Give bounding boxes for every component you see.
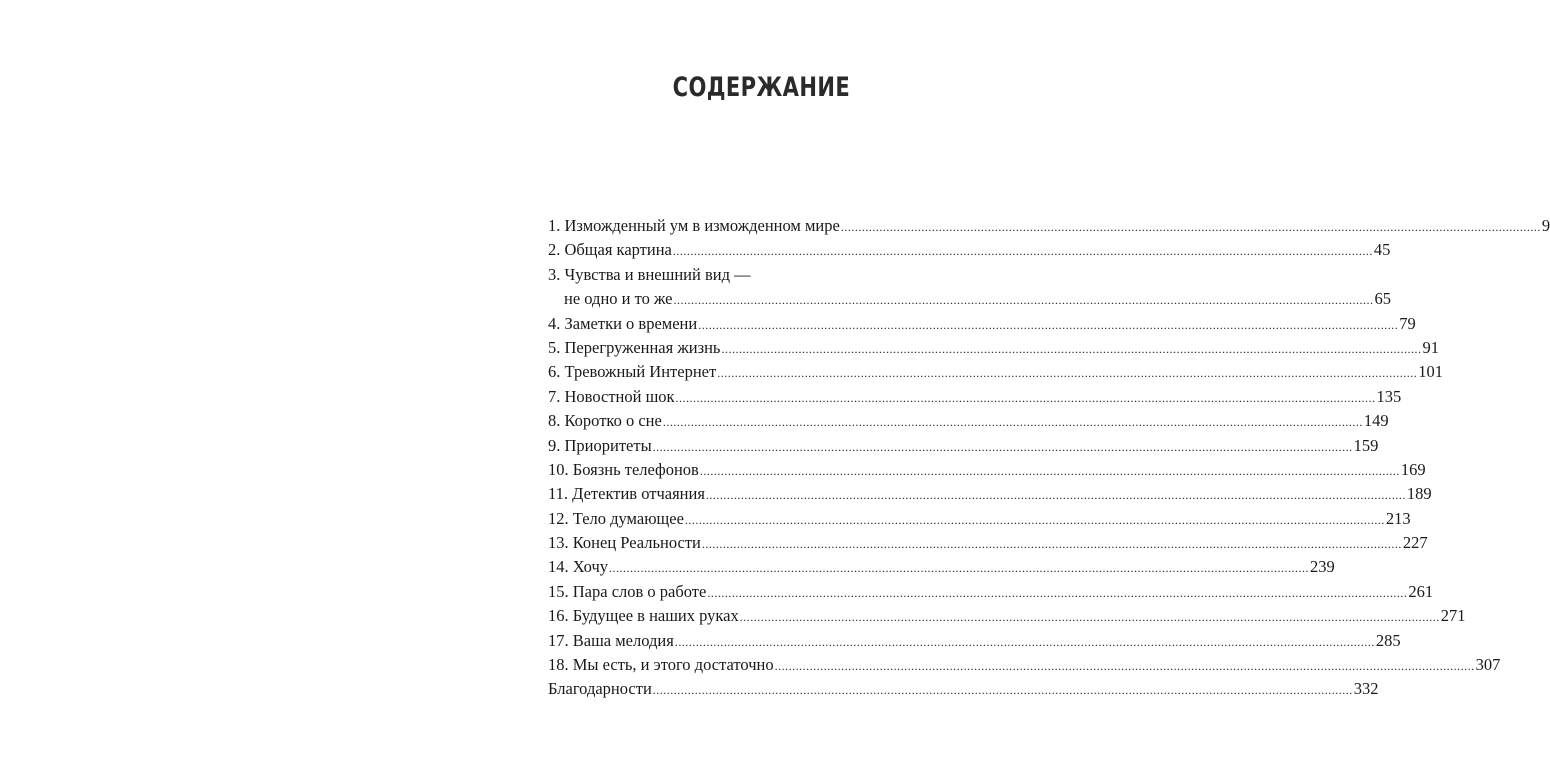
toc-leader: ........................................................................................................................................................................................................ (721, 341, 1422, 356)
toc-entry-page: 169 (1400, 459, 1426, 479)
toc-leader: ........................................................................................................................................................................................................ (673, 293, 1374, 308)
toc-entry (548, 263, 900, 287)
toc-entry-page: 65 (1374, 289, 1391, 309)
right-page (485, 0, 1550, 776)
toc-entry (548, 555, 1335, 579)
toc-entry-label: 13. Конец Реальности (548, 533, 701, 553)
toc-entry-label: 5. Перегруженная жизнь (548, 337, 721, 357)
toc-leader: ........................................................................................................................................................................................................ (840, 220, 1541, 234)
toc-entry-page: 91 (1422, 337, 1439, 357)
toc-leader: ........................................................................................................................................................................................................ (774, 659, 1475, 674)
toc-entry-label: не одно и то же (564, 289, 673, 309)
toc-entry-label: 6. Тревожный Интернет (548, 362, 717, 382)
toc-leader: ........................................................................................................................................................................................................ (717, 366, 1418, 381)
toc-entry-page: 79 (1399, 313, 1416, 333)
toc-entry-label: 1. Изможденный ум в изможденном мире (548, 216, 840, 235)
toc-entry-label: 7. Новостной шок (548, 386, 675, 406)
toc-entry-label: 3. Чувства и внешний вид — (548, 264, 751, 284)
toc-entry-page: 159 (1353, 435, 1379, 455)
toc-entry (548, 238, 1391, 262)
toc-entry-label: 15. Пара слов о работе (548, 581, 707, 601)
toc-leader: ........................................................................................................................................................................................................ (609, 561, 1309, 576)
toc-entry (548, 531, 1428, 555)
toc-leader: ........................................................................................................................................................................................................ (672, 244, 1373, 259)
toc-entry (548, 360, 1443, 384)
toc-leader: ........................................................................................................................................................................................................ (652, 683, 1353, 698)
toc-leader: ........................................................................................................................................................................................................ (705, 488, 1406, 503)
toc-entry-page: 45 (1373, 240, 1391, 260)
toc-entry-page: 285 (1375, 630, 1401, 650)
toc-entry-page: 227 (1402, 533, 1428, 553)
toc-entry-continuation (548, 287, 1391, 311)
toc-entry (548, 458, 1426, 482)
toc-list (548, 214, 1550, 702)
toc-entry-label: 12. Тело думающее (548, 508, 684, 528)
toc-entry (548, 653, 1501, 677)
toc-entry (548, 677, 1379, 701)
toc-entry-label: 11. Детектив отчаяния (548, 484, 705, 504)
toc-leader: ........................................................................................................................................................................................................ (652, 439, 1353, 454)
left-page-blank (0, 0, 485, 776)
toc-leader: ........................................................................................................................................................................................................ (684, 512, 1385, 527)
toc-entry-label: Благодарности (548, 679, 652, 699)
toc-entry (548, 336, 1439, 360)
page-title: СОДЕРЖАНИЕ (672, 72, 851, 103)
toc-leader: ........................................................................................................................................................................................................ (698, 317, 1399, 332)
toc-entry-label: 10. Боязнь телефонов (548, 459, 699, 479)
toc-entry-page: 307 (1475, 655, 1501, 675)
toc-entry-label: 4. Заметки о времени (548, 313, 698, 333)
toc-entry-label: 9. Приоритеты (548, 435, 652, 455)
toc-entry (548, 507, 1411, 531)
toc-leader: ........................................................................................................................................................................................................ (699, 463, 1400, 478)
toc-leader: ........................................................................................................................................................................................................ (674, 634, 1375, 649)
toc-leader: ........................................................................................................................................................................................................ (707, 585, 1408, 600)
toc-entry (548, 482, 1432, 506)
toc-entry-label: 16. Будущее в наших руках (548, 606, 739, 626)
toc-entry (548, 604, 1466, 628)
toc-entry-label: 14. Хочу (548, 557, 608, 577)
toc-entry-page: 261 (1408, 581, 1434, 601)
toc-entry-label: 2. Общая картина (548, 240, 672, 260)
toc-entry-page: 239 (1310, 557, 1335, 577)
toc-entry-page: 135 (1376, 386, 1402, 406)
toc-entry (548, 629, 1401, 653)
toc-leader: ........................................................................................................................................................................................................ (701, 537, 1402, 552)
toc-entry (548, 434, 1379, 458)
toc-leader: ........................................................................................................................................................................................................ (675, 390, 1376, 405)
toc-entry-page: 332 (1353, 679, 1379, 699)
toc-leader: ........................................................................................................................................................................................................ (739, 610, 1440, 625)
toc-entry-label: 17. Ваша мелодия (548, 630, 674, 650)
toc-entry-label: 8. Коротко о сне (548, 411, 662, 431)
toc-entry (548, 312, 1416, 336)
toc-entry-page: 149 (1363, 411, 1389, 431)
toc-entry-page: 213 (1385, 508, 1411, 528)
toc-entry (548, 409, 1389, 433)
toc-entry-page: 189 (1406, 484, 1432, 504)
toc-entry-page: 271 (1440, 606, 1466, 626)
toc-entry (548, 214, 1550, 238)
toc-entry-page: 101 (1418, 362, 1443, 382)
toc-entry (548, 385, 1402, 409)
toc-entry (548, 580, 1434, 604)
toc-entry-page: 9 (1541, 216, 1550, 235)
toc-leader: ........................................................................................................................................................................................................ (662, 415, 1363, 430)
toc-entry-label: 18. Мы есть, и этого достаточно (548, 655, 774, 675)
